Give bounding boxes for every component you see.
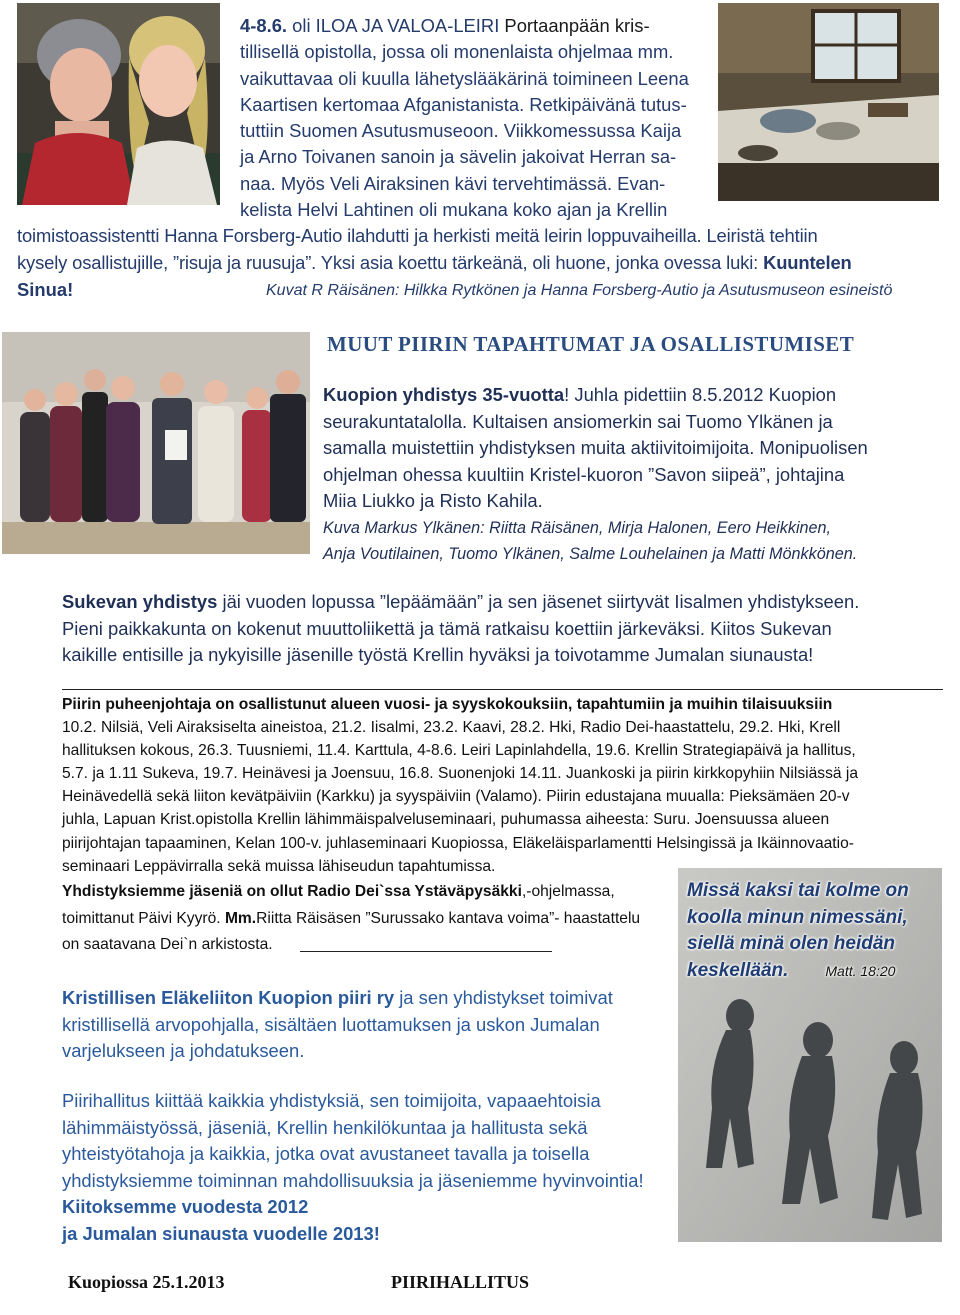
footer-place-date: Kuopiossa 25.1.2013 [68, 1272, 225, 1292]
kuopio-caption-2: Anja Voutilainen, Tuomo Ylkänen, Salme Louhelainen ja Matti Mönkkönen. [323, 545, 858, 563]
camp-date: 4-8.6. [240, 15, 288, 36]
camp-event-name: oli ILOA JA VALOA-LEIRI [292, 15, 500, 36]
top-photo-caption: Kuvat R Räisänen: Hilkka Rytkönen ja Hanna Forsberg-Autio ja Asutusmuseon esineistö [266, 282, 893, 299]
photo-group [2, 332, 310, 554]
camp-line-2: tillisellä opistolla, jossa oli monenlaista ohjelmaa mm. [240, 41, 674, 63]
radio-dei-note: Yhdistyksiemme jäseniä on ollut Radio Dei`ssa Ystäväpysäkki,-ohjelmassa, toimittanut Päivi Kyyrö. Mm.Riitta Räisäsen ”Surussako kantava voima”- haastattelu on saatavana Dei`n arkistosta. [62, 883, 641, 953]
sukeva-article: Sukevan yhdistys jäi vuoden lopussa ”lepäämään” ja sen jäsenet siirtyvät Iisalmen yhdistykseen. Pieni paikkakunta on kokenut muuttoliikettä ja tämä ratkaisu koettiin järkeväksi. Kiitos Sukevan kaikille entisille ja nykyisille jäsenille työstä Krellin hyväksi ja toivotamme Jumalan siunausta! [62, 591, 860, 665]
photo-two-women [17, 3, 220, 205]
kuopio-caption-1: Kuva Markus Ylkänen: Riitta Räisänen, Mirja Halonen, Eero Heikkinen, [323, 518, 832, 537]
camp-line-3: vaikuttavaa oli kuulla lähetyslääkärinä toimineen Leena [240, 67, 689, 89]
section-heading: MUUT PIIRIN TAPAHTUMAT JA OSALLISTUMISET [327, 332, 855, 356]
bible-verse: Missä kaksi tai kolme on koolla minun nimessäni, siellä minä olen heidän keskellään. Matt. 18:20 [687, 880, 909, 981]
listening-highlight: Kuuntelen [763, 252, 852, 273]
camp-line-1: 4-8.6. oli ILOA JA VALOA-LEIRI Portaanpään kris- [240, 15, 650, 36]
camp-line-11: Sinua! [17, 279, 74, 300]
chair-activities-heading: Piirin puheenjohtaja on osallistunut alueen vuosi- ja syyskokouksiin, tapahtumiin ja muihin tilaisuuksiin [62, 696, 833, 713]
camp-line-6: ja Arno Toivanen sanoin ja sävelin jakoivat Herran sa- [240, 146, 677, 168]
camp-line-5: tuttiin Suomen Asutusmuseoon. Viikkomessussa Kaija [240, 120, 682, 142]
camp-line-9: toimistoassistentti Hanna Forsberg-Autio ilahdutti ja herkisti meitä leirin loppuvaiheilla. Leiristä tehtiin [17, 225, 818, 246]
camp-line-8: kelista Helvi Lahtinen oli mukana koko ajan ja Krellin [240, 199, 668, 220]
verse-reference: Matt. 18:20 [825, 962, 896, 979]
piiri-name: Kristillisen Eläkeliiton Kuopion piiri ry [62, 987, 395, 1008]
sukeva-lead: Sukevan yhdistys [62, 591, 218, 612]
thanks-message: Piirihallitus kiittää kaikkia yhdistyksiä, sen toimijoita, vapaaehtoisia lähimmäistyössä, jäseniä, Krellin henkilökuntaa ja hallitusta sekä yhteistyötahoja ja kaikkia, jotka ovat avustaneet tavalla ja toisella yhdistyksiemme toiminnan mahdollisuuksia ja jäseniemme hyvinvointia! Kiitoksemme vuodesta 2012 ja Jumalan siunausta vuodelle 2013! [62, 1090, 644, 1244]
chair-activities: Piirin puheenjohtaja on osallistunut alueen vuosi- ja syyskokouksiin, tapahtumiin ja muihin tilaisuuksiin 10.2. Nilsiä, Veli Airaksiselta aineistoa, 21.2. Iisalmi, 23.2. Kaavi, 28.2. Hki, Radio Dei-haastattelu, 29.2. Hki, Krell hallituksen kokous, 26.3. Tuusniemi, 11.4. Karttula, 4-8.6. Leiri Lapinlahdella, 19.6. Krellin Strategiapäivä ja hallitus, 5.7. ja 1.11 Sukeva, 19.7. Heinävesi ja Joensuu, 16.8. Suonenjoki 14.11. Juankoski ja piirin kirkkopyhiin Nilsiässä ja Heinävedellä sekä liiton kevätpäiviin (Karkku) ja syyspäiviin (Valamo). Piirin edustajana muualla: Pieksämäen 20-v juhla, Lapuan Krist.opistolla Krellin lähimmäispalveluseminaari, puhumassa aiheesta: Suru. Joensuussa alueen piirijohtajan tapaaminen, Kelan 100-v. juhlaseminaari Kuopiossa, Eläkeläisparlamentti Helsingissä ja Ikäinnovaatio- seminaari Leppävirralla sekä muissa lähiseudun tapahtumissa. [62, 696, 859, 875]
piiri-statement: Kristillisen Eläkeliiton Kuopion piiri ry ja sen yhdistykset toimivat kristillisellä arvopohjalla, sisältäen luottamuksen ja uskon Jumalan varjelukseen ja johdatukseen. [62, 987, 613, 1061]
kuopio-lead: Kuopion yhdistys 35-vuotta [323, 384, 565, 405]
footer-signature: PIIRIHALLITUS [391, 1272, 530, 1292]
divider [62, 689, 943, 690]
radio-underline [300, 951, 552, 952]
photo-museum-objects [718, 3, 939, 201]
kuopio-article: Kuopion yhdistys 35-vuotta! Juhla pidettiin 8.5.2012 Kuopion seurakuntatalolla. Kultaisen ansiomerkin sai Tuomo Ylkänen ja samalla muistettiin yhdistyksen muita aktiivitoimijoita. Monipuolisen ohjelman ohessa kuultiin Kristel-kuoron ”Savon siipeä”, johtajina Miia Liukko ja Risto Kahila. Kuva Markus Ylkänen: Riitta Räisänen, Mirja Halonen, Eero Heikkinen, Anja Voutilainen, Tuomo Ylkänen, Salme Louhelainen ja Matti Mönkkönen. [323, 382, 953, 568]
camp-article [240, 13, 715, 197]
camp-line-4: Kaartisen kertomaa Afganistanista. Retkipäivänä tutus- [240, 93, 687, 115]
camp-line-10: kysely osallistujille, ”risuja ja ruusuja”. Yksi asia koettu tärkeänä, oli huone, jonka ovessa luki: Kuuntelen [17, 252, 852, 273]
camp-line-7: naa. Myös Veli Airaksinen kävi tervehtimässä. Evan- [240, 172, 666, 194]
